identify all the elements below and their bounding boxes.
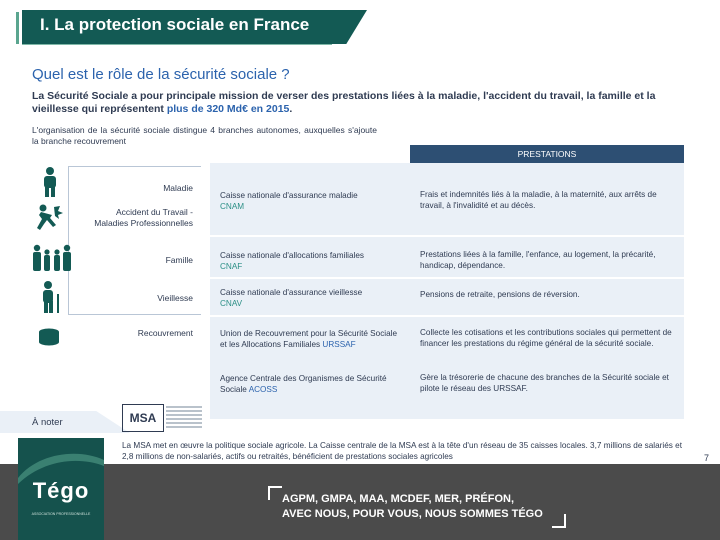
caisse-acronym: CNAV <box>220 298 243 308</box>
caisse-cnav <box>220 288 405 309</box>
elderly-icon <box>40 280 62 314</box>
caisse-acronym: URSSAF <box>322 339 356 349</box>
family-icon <box>32 244 72 272</box>
caisse-name: Agence Centrale des Organismes de Sécurité Sociale <box>220 374 387 394</box>
prestation-vieillesse: Pensions de retraite, pensions de réversion. <box>420 290 580 299</box>
caisse-name: Caisse nationale d'allocations familiales <box>220 251 365 260</box>
caisse-cnaf <box>220 251 405 272</box>
tego-brand: Tégo <box>32 478 90 503</box>
prestation-acoss: Gère la trésorerie de chacune des branches de la Sécurité sociale et pilote le réseau des URSSAF. <box>420 373 669 393</box>
caisse-name: Union de Recouvrement pour la Sécurité Sociale et les Allocations Familiales <box>220 329 398 349</box>
section-subtitle: Quel est le rôle de la sécurité sociale ? <box>32 66 290 83</box>
caisse-acronym: ACOSS <box>248 384 278 394</box>
row-separator <box>210 235 684 237</box>
prestation-recouvrement: Collecte les cotisations et les contributions sociales qui permettent de financer les prestations du régime général de la sécurité sociale. <box>420 328 672 348</box>
footer-line-2: AVEC NOUS, POUR VOUS, NOUS SOMMES TÉGO <box>282 508 543 520</box>
page-title: I. La protection sociale en France <box>40 15 310 34</box>
intro-text-start: La Sécurité Sociale a pour principale mission de verser des prestations liées à la maladie, l'accident du travail, la famille et la vieillesse qui représentent <box>32 90 656 115</box>
intro-text-bold: plus de 320 Md€ en 2015 <box>166 103 290 115</box>
prestation-maladie: Frais et indemnités liés à la maladie, à la maternité, aux arrêts de travail, à l'invalidité et au décès. <box>420 190 657 210</box>
caisse-acronym: CNAF <box>220 261 243 271</box>
row-separator <box>210 315 684 317</box>
branch-famille: Famille <box>165 255 193 265</box>
caisse-name: Caisse nationale d'assurance maladie <box>220 191 358 200</box>
footer-line-1: AGPM, GMPA, MAA, MCDEF, MER, PRÉFON, <box>282 493 515 505</box>
tego-tagline: ASSOCIATION PROFESSIONNELLE <box>31 512 91 516</box>
corner-bracket-icon <box>552 514 566 528</box>
note-label: À noter <box>32 417 63 428</box>
row-separator <box>210 277 684 279</box>
branch-accident-travail: Accident du Travail - <box>115 207 193 217</box>
title-underline <box>22 44 332 45</box>
branch-recouvrement: Recouvrement <box>137 328 193 338</box>
note-tab <box>0 411 130 433</box>
organisation-paragraph: L'organisation de la sécurité sociale distingue 4 branches autonomes, auxquelles s'ajoute la branche recouvrement <box>32 125 377 146</box>
person-icon <box>40 166 60 198</box>
footer-tagline <box>282 492 543 522</box>
msa-logo: MSA <box>122 404 164 432</box>
branch-maladies-pro: Maladies Professionnelles <box>94 218 193 228</box>
caisse-acronym: CNAM <box>220 201 245 211</box>
caisse-urssaf <box>220 329 405 350</box>
page-number: 7 <box>704 453 710 463</box>
intro-paragraph <box>32 90 702 116</box>
accident-icon <box>36 203 64 231</box>
money-icon <box>38 328 60 346</box>
prestations-header: PRESTATIONS <box>410 145 684 163</box>
msa-logo-caption <box>166 406 202 428</box>
msa-note-text: La MSA met en œuvre la politique sociale agricole. La Caisse centrale de la MSA est à la tête d'un réseau de 35 caisses locales. 3,7 millions de salariés et 2,8 millions de non-salariés, actifs ou retraités, bénéficient de prestations sociales agricoles <box>122 441 682 461</box>
branch-maladie: Maladie <box>163 183 193 193</box>
caisse-cnam <box>220 191 405 212</box>
branch-vieillesse: Vieillesse <box>157 293 193 303</box>
corner-bracket-icon <box>268 486 282 500</box>
caisse-acoss <box>220 374 405 395</box>
prestation-famille: Prestations liées à la famille, l'enfance, au logement, la précarité, handicap, dépendance. <box>420 250 656 270</box>
caisse-name: Caisse nationale d'assurance vieillesse <box>220 288 363 297</box>
title-accent <box>16 12 19 44</box>
intro-text-end: . <box>289 103 293 115</box>
